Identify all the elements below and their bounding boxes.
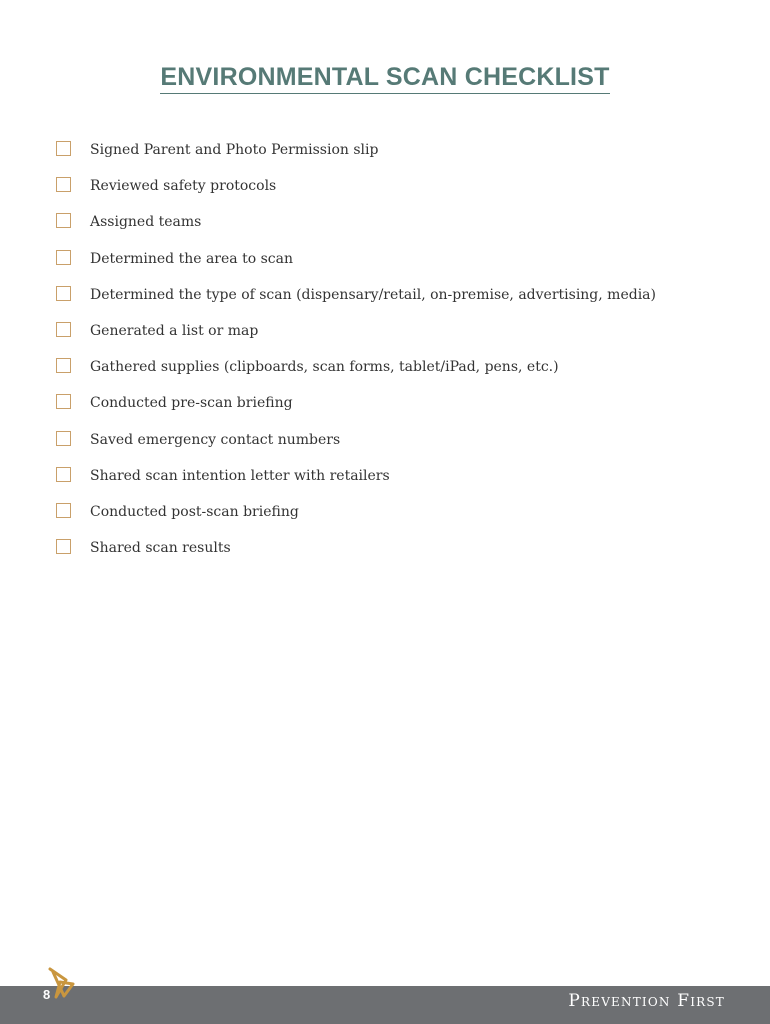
checklist-item-label: Reviewed safety protocols bbox=[90, 178, 277, 195]
checklist-item bbox=[56, 283, 656, 319]
checklist-item bbox=[56, 174, 656, 210]
checkbox[interactable] bbox=[56, 141, 71, 156]
checklist-item bbox=[56, 428, 656, 464]
checkbox[interactable] bbox=[56, 467, 71, 482]
checklist-item-label: Determined the type of scan (dispensary/retail, on-premise, advertising, media) bbox=[90, 286, 656, 303]
checklist-item-label: Generated a list or map bbox=[90, 322, 259, 339]
checklist-item-label: Gathered supplies (clipboards, scan forms, tablet/iPad, pens, etc.) bbox=[90, 359, 559, 376]
checklist-item-label: Assigned teams bbox=[90, 214, 202, 231]
checklist-item bbox=[56, 391, 656, 427]
checkbox[interactable] bbox=[56, 503, 71, 518]
checklist-item bbox=[56, 536, 656, 572]
checkbox[interactable] bbox=[56, 250, 71, 265]
checklist-item-label: Conducted post-scan briefing bbox=[90, 503, 299, 520]
brand-name: Prevention First bbox=[568, 991, 725, 1011]
checklist-item-label: Saved emergency contact numbers bbox=[90, 431, 341, 448]
checkbox[interactable] bbox=[56, 177, 71, 192]
checkbox[interactable] bbox=[56, 539, 71, 554]
checklist-item bbox=[56, 210, 656, 246]
checkbox[interactable] bbox=[56, 213, 71, 228]
page-number: 8 bbox=[43, 987, 51, 1002]
checklist-item bbox=[56, 247, 656, 283]
checklist-item-label: Determined the area to scan bbox=[90, 250, 293, 267]
checkbox[interactable] bbox=[56, 358, 71, 373]
checklist-item bbox=[56, 319, 656, 355]
checklist-item-label: Signed Parent and Photo Permission slip bbox=[90, 142, 379, 158]
checklist-item-label: Conducted pre-scan briefing bbox=[90, 395, 293, 412]
checklist-item-label: Shared scan intention letter with retailers bbox=[90, 467, 390, 484]
checklist-item-label: Shared scan results bbox=[90, 540, 231, 557]
checkbox[interactable] bbox=[56, 431, 71, 446]
page-title-text: ENVIRONMENTAL SCAN CHECKLIST bbox=[160, 62, 609, 94]
checklist-item bbox=[56, 355, 656, 391]
checklist bbox=[56, 138, 656, 572]
checkbox[interactable] bbox=[56, 286, 71, 301]
star-logo-icon bbox=[46, 966, 76, 1000]
checklist-item bbox=[56, 138, 656, 174]
checklist-item bbox=[56, 464, 656, 500]
checkbox[interactable] bbox=[56, 394, 71, 409]
checklist-item bbox=[56, 500, 656, 536]
page-title bbox=[0, 62, 770, 94]
checkbox[interactable] bbox=[56, 322, 71, 337]
